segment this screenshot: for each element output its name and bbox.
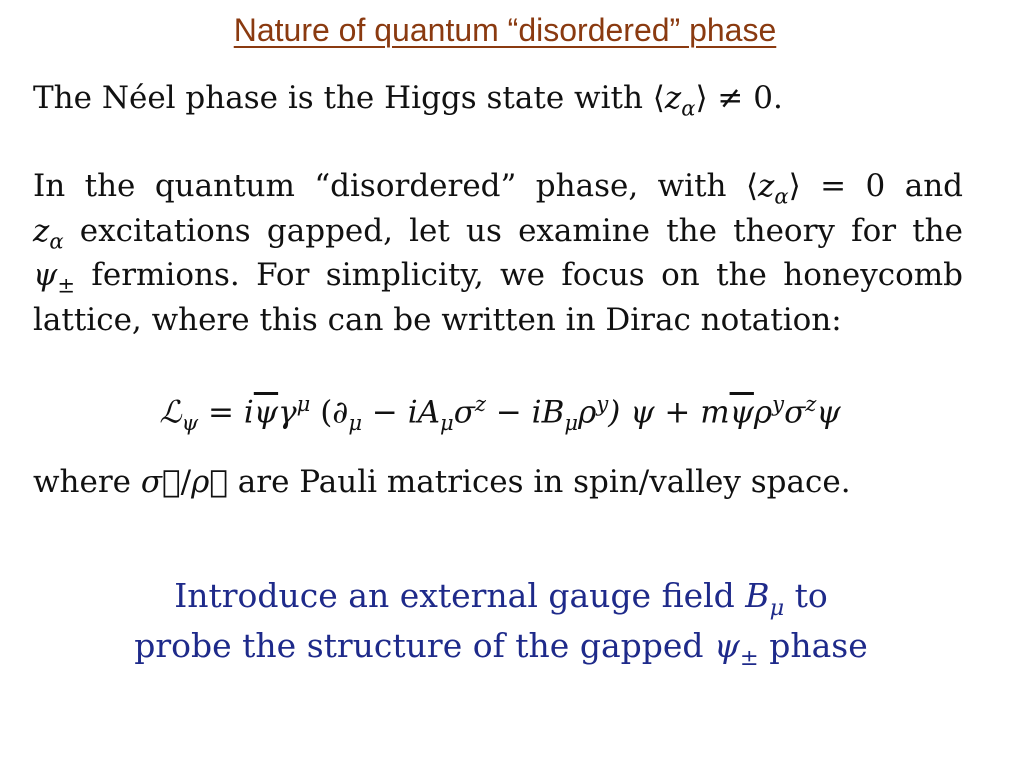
introduce-text: Introduce an external gauge field bbox=[174, 576, 746, 615]
rho-var: ρ bbox=[578, 394, 597, 431]
mu-sub: μ bbox=[769, 594, 785, 621]
mu-sup: μ bbox=[296, 391, 311, 416]
equals: = bbox=[198, 394, 244, 431]
y-sup: y bbox=[596, 391, 609, 416]
close-paren-psi-m: ) ψ + m bbox=[608, 394, 730, 431]
psibar-var: $\overline{\psi}$ bbox=[253, 394, 279, 431]
disordered-line-4 bbox=[33, 298, 842, 342]
angle-close: ⟩ bbox=[788, 168, 801, 204]
slash: / bbox=[180, 464, 192, 500]
y-sup: y bbox=[772, 391, 785, 416]
mu-sub: μ bbox=[348, 409, 363, 435]
mu-sub: μ bbox=[564, 409, 579, 435]
lattice-text: lattice, where this can be written in Dirac notation: bbox=[33, 302, 842, 338]
pauli-matrices-statement bbox=[33, 460, 851, 504]
angle-open: ⟨ bbox=[652, 80, 665, 116]
minus-iA: − iA bbox=[362, 394, 441, 431]
dirac-lagrangian-equation bbox=[0, 380, 1000, 447]
z-sup: z bbox=[805, 391, 817, 416]
rho-vector: ρ⃗ bbox=[191, 464, 228, 500]
psi-var: ψ bbox=[714, 626, 740, 665]
z-var: z bbox=[664, 80, 682, 116]
alpha-sub: α bbox=[681, 95, 696, 121]
psi-var: ψ bbox=[816, 394, 841, 431]
pm-sub: ± bbox=[57, 272, 75, 298]
alpha-sub: α bbox=[774, 183, 789, 209]
z-sup: z bbox=[474, 391, 486, 416]
i-var: i bbox=[243, 394, 254, 431]
pm-sub: ± bbox=[739, 644, 759, 671]
eq-zero: = 0 bbox=[800, 168, 886, 204]
alpha-sub: α bbox=[49, 228, 64, 254]
where-text: where bbox=[33, 464, 141, 500]
psi-var: ψ bbox=[33, 257, 58, 293]
psi-sub: ψ bbox=[181, 409, 199, 435]
to-text: to bbox=[784, 576, 828, 615]
slide-title: Nature of quantum “disordered” phase bbox=[233, 12, 777, 48]
angle-close: ⟩ bbox=[695, 80, 708, 116]
and-text: and bbox=[885, 168, 964, 204]
lagrangian-symbol: ℒ bbox=[159, 394, 182, 431]
callout-line-2 bbox=[0, 622, 1002, 682]
B-var: B bbox=[745, 576, 770, 615]
mu-sub: μ bbox=[440, 409, 454, 435]
neel-phase-statement bbox=[33, 76, 783, 130]
minus-iB: − iB bbox=[486, 394, 565, 431]
excitations-text: excitations gapped, let us examine the theory for the bbox=[63, 213, 963, 249]
psibar-var: $\overline{\psi}$ bbox=[729, 394, 754, 431]
phase-text: phase bbox=[758, 626, 868, 665]
neq-zero: ≠ 0. bbox=[707, 80, 783, 116]
gamma-var: γ bbox=[278, 394, 297, 431]
rho-var: ρ bbox=[753, 394, 773, 431]
sigma-var: σ bbox=[453, 394, 475, 431]
neel-text: The Néel phase is the Higgs state with bbox=[33, 80, 653, 116]
disordered-text: In the quantum “disordered” phase, with bbox=[33, 168, 746, 204]
fermions-text: fermions. For simplicity, we focus on the honeycomb bbox=[74, 257, 963, 293]
z-var: z bbox=[33, 213, 50, 249]
z-var: z bbox=[758, 168, 775, 204]
partial-open: (∂ bbox=[310, 394, 349, 431]
angle-open: ⟨ bbox=[745, 168, 759, 204]
sigma-vector: σ⃗ bbox=[140, 464, 181, 500]
probe-text: probe the structure of the gapped bbox=[134, 626, 715, 665]
sigma-var: σ bbox=[784, 394, 806, 431]
pauli-text: are Pauli matrices in spin/valley space. bbox=[227, 464, 851, 500]
